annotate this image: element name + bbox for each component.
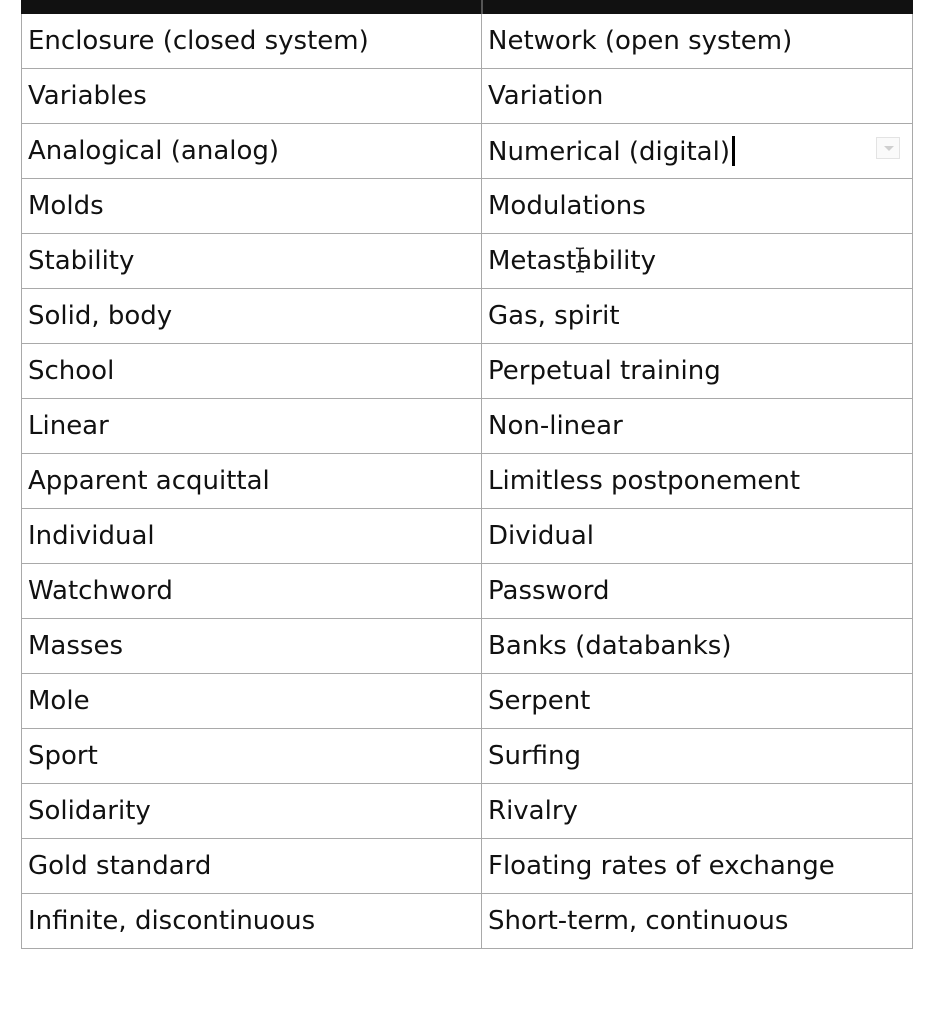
cell-right[interactable]: Banks (databanks) (482, 619, 913, 674)
cell-left[interactable]: Molds (22, 179, 482, 234)
cell-right-text: Numerical (digital) (488, 136, 730, 167)
table-row (22, 14, 913, 69)
table-row (22, 894, 913, 949)
cell-right[interactable]: Rivalry (482, 784, 913, 839)
table-row (22, 234, 913, 289)
table-row (22, 564, 913, 619)
table-row (22, 179, 913, 234)
cell-right[interactable]: Dividual (482, 509, 913, 564)
cell-left[interactable]: Stability (22, 234, 482, 289)
comparison-table-container (21, 0, 912, 949)
cell-right[interactable]: Serpent (482, 674, 913, 729)
cell-right-hover[interactable] (482, 234, 913, 289)
cell-left[interactable]: Individual (22, 509, 482, 564)
cell-right[interactable]: Gas, spirit (482, 289, 913, 344)
cell-left[interactable]: Sport (22, 729, 482, 784)
cell-left[interactable]: Mole (22, 674, 482, 729)
cell-right[interactable]: Network (open system) (482, 14, 913, 69)
table-row (22, 729, 913, 784)
cell-right-text: Metastability (488, 246, 656, 276)
table-row (22, 619, 913, 674)
cell-right[interactable]: Password (482, 564, 913, 619)
cell-right[interactable]: Surfing (482, 729, 913, 784)
cell-left[interactable]: Enclosure (closed system) (22, 14, 482, 69)
cell-left[interactable]: Solid, body (22, 289, 482, 344)
cell-right[interactable]: Variation (482, 69, 913, 124)
cell-left[interactable]: Solidarity (22, 784, 482, 839)
cell-right[interactable]: Non-linear (482, 399, 913, 454)
table-header-row (22, 1, 913, 14)
cell-right[interactable]: Floating rates of exchange (482, 839, 913, 894)
cell-right[interactable]: Short-term, continuous (482, 894, 913, 949)
table-row (22, 399, 913, 454)
table-row (22, 784, 913, 839)
comparison-table (21, 0, 913, 949)
chevron-down-icon[interactable] (876, 137, 900, 159)
table-row (22, 289, 913, 344)
cell-right[interactable]: Modulations (482, 179, 913, 234)
header-cell-left[interactable] (22, 1, 482, 14)
table-row (22, 509, 913, 564)
table-row (22, 69, 913, 124)
table-row (22, 839, 913, 894)
header-cell-right[interactable] (482, 1, 913, 14)
cell-right[interactable]: Perpetual training (482, 344, 913, 399)
cell-left[interactable]: Masses (22, 619, 482, 674)
cell-left[interactable]: Analogical (analog) (22, 124, 482, 179)
table-row (22, 674, 913, 729)
table-row (22, 124, 913, 179)
cell-left[interactable]: Infinite, discontinuous (22, 894, 482, 949)
cell-right-active[interactable] (482, 124, 913, 179)
table-row (22, 454, 913, 509)
cell-left[interactable]: School (22, 344, 482, 399)
cell-left[interactable]: Linear (22, 399, 482, 454)
cell-left[interactable]: Apparent acquittal (22, 454, 482, 509)
cell-left[interactable]: Gold standard (22, 839, 482, 894)
cell-left[interactable]: Variables (22, 69, 482, 124)
cell-right[interactable]: Limitless postponement (482, 454, 913, 509)
cell-left[interactable]: Watchword (22, 564, 482, 619)
text-cursor-icon (732, 136, 735, 166)
table-row (22, 344, 913, 399)
